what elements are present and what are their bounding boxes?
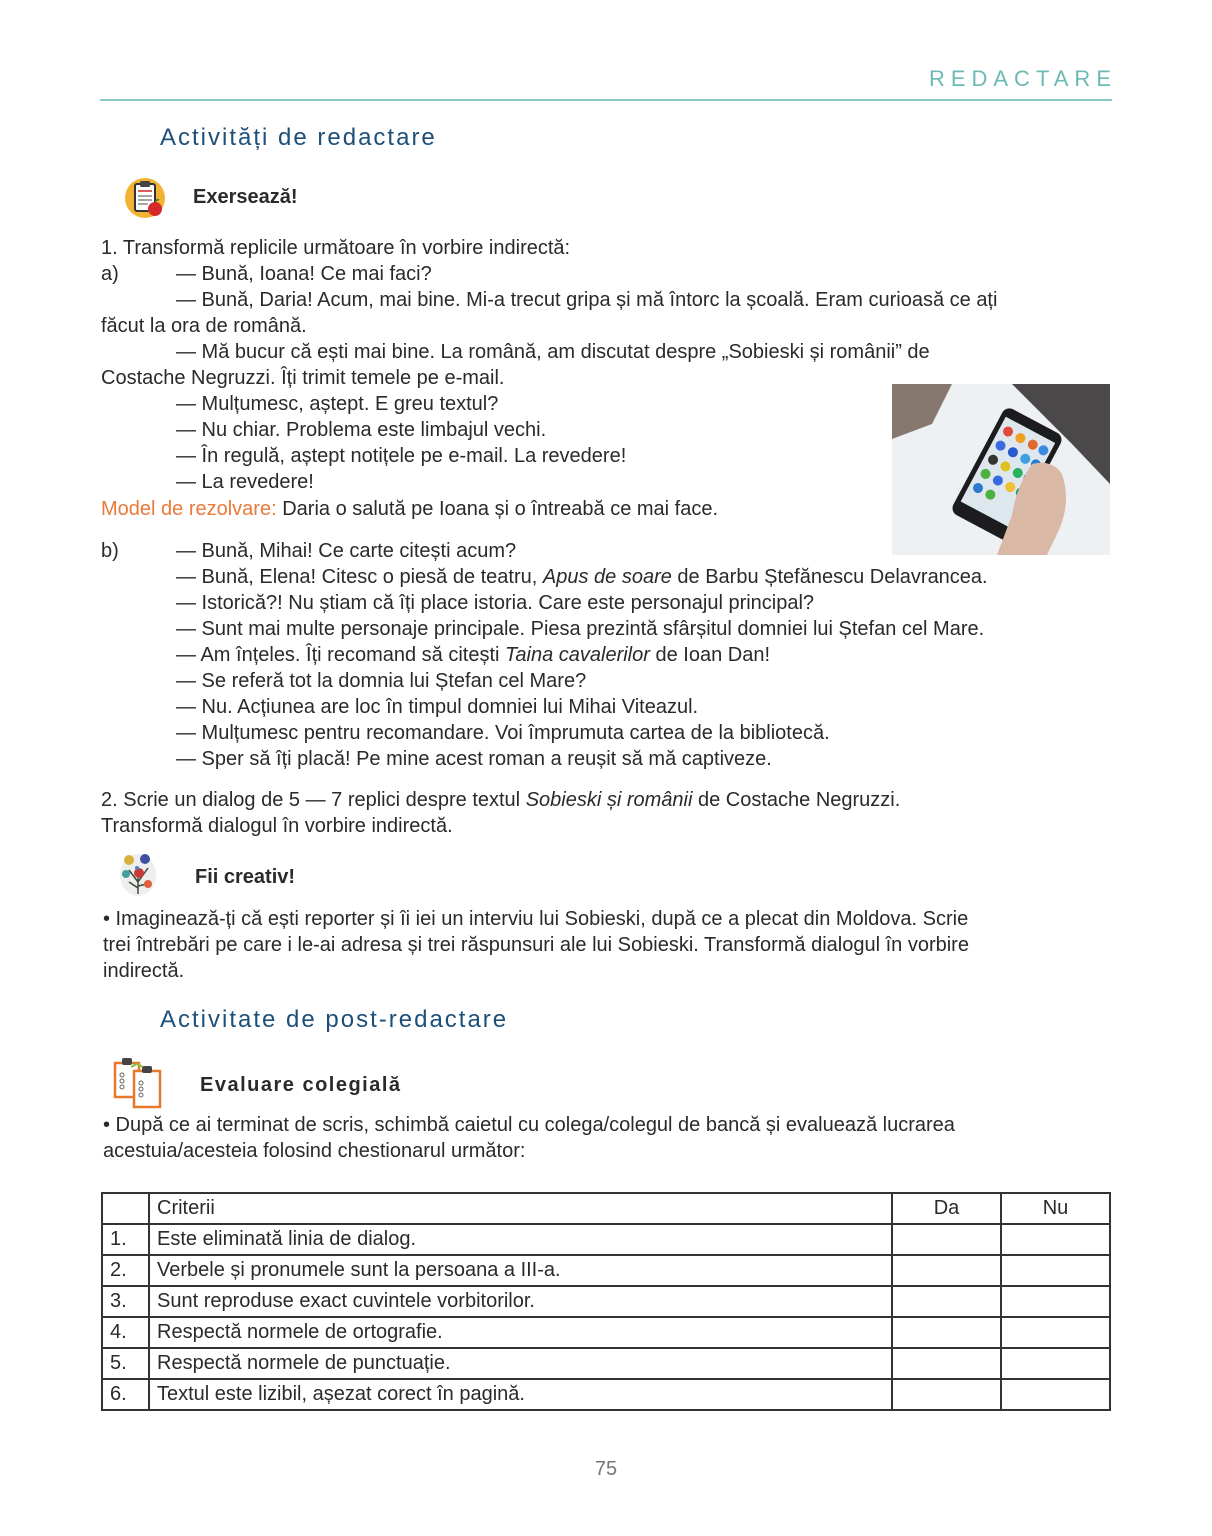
table-header-row bbox=[102, 1193, 1110, 1224]
dialog-line: — Bună, Daria! Acum, mai bine. Mi-a trecut gripa și mă întorc la școală. Eram curioasă ce ați bbox=[176, 289, 998, 311]
dialog-line: — Istorică?! Nu știam că îți place istoria. Care este personajul principal? bbox=[176, 592, 815, 614]
model-solution-text: Daria o salută pe Ioana și o întreabă ce mai face. bbox=[276, 498, 719, 520]
dialog-line: — În regulă, aștept notițele pe e-mail. La revedere! bbox=[176, 445, 627, 467]
dialog-line: — Bună, Mihai! Ce carte citești acum? bbox=[176, 540, 517, 562]
book-title: Sobieski și românii bbox=[525, 789, 693, 811]
yes-checkbox-cell[interactable] bbox=[892, 1255, 1001, 1286]
header-rule bbox=[100, 99, 1112, 101]
running-head: REDACTARE bbox=[928, 66, 1117, 91]
dialog-line: — Se referă tot la domnia lui Ștefan cel Mare? bbox=[176, 670, 587, 692]
table-row bbox=[102, 1379, 1110, 1410]
dialog-line: — Mulțumesc pentru recomandare. Voi împrumuta cartea de la bibliotecă. bbox=[176, 722, 830, 744]
task1a-label: a) bbox=[101, 263, 119, 285]
dialog-line: — Nu chiar. Problema este limbajul vechi. bbox=[176, 419, 547, 441]
row-criterion: Sunt reproduse exact cuvintele vorbitorilor. bbox=[149, 1286, 892, 1317]
creative-text-line: trei întrebări pe care i le-ai adresa și trei răspunsuri ale lui Sobieski. Transformă dialogul în vorbire bbox=[103, 934, 969, 956]
section-title-redactare: Activități de redactare bbox=[160, 124, 437, 151]
table-row bbox=[102, 1286, 1110, 1317]
row-criterion: Textul este lizibil, așezat corect în pagină. bbox=[149, 1379, 892, 1410]
peer-evaluation-text-line: acestuia/acesteia folosind chestionarul următor: bbox=[103, 1140, 526, 1162]
header-cell-number bbox=[102, 1193, 149, 1224]
peer-evaluation-text-line: • După ce ai terminat de scris, schimbă caietul cu colega/colegul de bancă și evaluează lucrarea bbox=[103, 1114, 955, 1136]
creative-text-line: indirectă. bbox=[103, 960, 185, 982]
book-title: Taina cavalerilor bbox=[505, 644, 650, 666]
yes-checkbox-cell[interactable] bbox=[892, 1224, 1001, 1255]
two-clipboards-icon bbox=[113, 1055, 165, 1109]
peer-evaluation-heading: Evaluare colegială bbox=[200, 1074, 402, 1096]
row-number: 1. bbox=[102, 1224, 149, 1255]
no-checkbox-cell[interactable] bbox=[1001, 1317, 1110, 1348]
dialog-line: — Sunt mai multe personaje principale. Piesa prezintă sfârșitul domniei lui Ștefan cel Mare. bbox=[176, 618, 985, 640]
row-number: 6. bbox=[102, 1379, 149, 1410]
task2-prompt-line2: Transformă dialogul în vorbire indirectă. bbox=[101, 815, 453, 837]
no-checkbox-cell[interactable] bbox=[1001, 1379, 1110, 1410]
row-criterion: Respectă normele de ortografie. bbox=[149, 1317, 892, 1348]
row-number: 5. bbox=[102, 1348, 149, 1379]
dialog-line: — Am înțeles. Îți recomand să citești Taina cavalerilor de Ioan Dan! bbox=[176, 644, 771, 666]
yes-checkbox-cell[interactable] bbox=[892, 1348, 1001, 1379]
model-solution-label: Model de rezolvare: bbox=[101, 498, 277, 520]
row-number: 4. bbox=[102, 1317, 149, 1348]
row-criterion: Verbele și pronumele sunt la persoana a III-a. bbox=[149, 1255, 892, 1286]
yes-checkbox-cell[interactable] bbox=[892, 1379, 1001, 1410]
book-title: Apus de soare bbox=[542, 566, 672, 588]
exercise-heading: Exersează! bbox=[193, 186, 298, 208]
table-row bbox=[102, 1255, 1110, 1286]
task1b-label: b) bbox=[101, 540, 119, 562]
dialog-line: — Sper să îți placă! Pe mine acest roman a reușit să mă captiveze. bbox=[176, 748, 772, 770]
header-cell-criteria: Criterii bbox=[149, 1193, 892, 1224]
row-criterion: Este eliminată linia de dialog. bbox=[149, 1224, 892, 1255]
dialog-line: — Bună, Elena! Citesc o piesă de teatru, Apus de soare de Barbu Ștefănescu Delavrancea. bbox=[176, 566, 988, 588]
no-checkbox-cell[interactable] bbox=[1001, 1348, 1110, 1379]
criteria-table bbox=[101, 1192, 1111, 1411]
table-row bbox=[102, 1348, 1110, 1379]
table-row bbox=[102, 1317, 1110, 1348]
creative-text-line: • Imaginează-ți că ești reporter și îi iei un interviu lui Sobieski, după ce a plecat din Moldova. Scrie bbox=[103, 908, 969, 930]
row-criterion: Respectă normele de punctuație. bbox=[149, 1348, 892, 1379]
dialog-line: Costache Negruzzi. Îți trimit temele pe e-mail. bbox=[101, 367, 505, 389]
task1-prompt: 1. Transformă replicile următoare în vorbire indirectă: bbox=[101, 237, 571, 259]
dialog-line: — La revedere! bbox=[176, 471, 314, 493]
model-solution bbox=[101, 496, 718, 522]
header-cell-yes: Da bbox=[892, 1193, 1001, 1224]
row-number: 2. bbox=[102, 1255, 149, 1286]
row-number: 3. bbox=[102, 1286, 149, 1317]
dialog-line: — Mă bucur că ești mai bine. La română, am discutat despre „Sobieski și românii” de bbox=[176, 341, 930, 363]
clipboard-apple-icon bbox=[124, 176, 168, 220]
creative-heading: Fii creativ! bbox=[195, 866, 296, 888]
no-checkbox-cell[interactable] bbox=[1001, 1224, 1110, 1255]
table-row bbox=[102, 1224, 1110, 1255]
task2-prompt: 2. Scrie un dialog de 5 — 7 replici despre textul Sobieski și românii de Costache Negruzzi. bbox=[101, 789, 901, 811]
section-title-post-redactare: Activitate de post-redactare bbox=[160, 1006, 509, 1033]
page-number: 75 bbox=[594, 1458, 618, 1480]
yes-checkbox-cell[interactable] bbox=[892, 1317, 1001, 1348]
yes-checkbox-cell[interactable] bbox=[892, 1286, 1001, 1317]
flower-bouquet-icon bbox=[117, 848, 159, 898]
dialog-line: făcut la ora de română. bbox=[101, 315, 307, 337]
no-checkbox-cell[interactable] bbox=[1001, 1255, 1110, 1286]
dialog-line: — Nu. Acțiunea are loc în timpul domniei lui Mihai Viteazul. bbox=[176, 696, 699, 718]
header-cell-no: Nu bbox=[1001, 1193, 1110, 1224]
dialog-line: — Mulțumesc, aștept. E greu textul? bbox=[176, 393, 499, 415]
dialog-line: — Bună, Ioana! Ce mai faci? bbox=[176, 263, 432, 285]
no-checkbox-cell[interactable] bbox=[1001, 1286, 1110, 1317]
smartphone-in-hand-photo bbox=[892, 384, 1110, 555]
